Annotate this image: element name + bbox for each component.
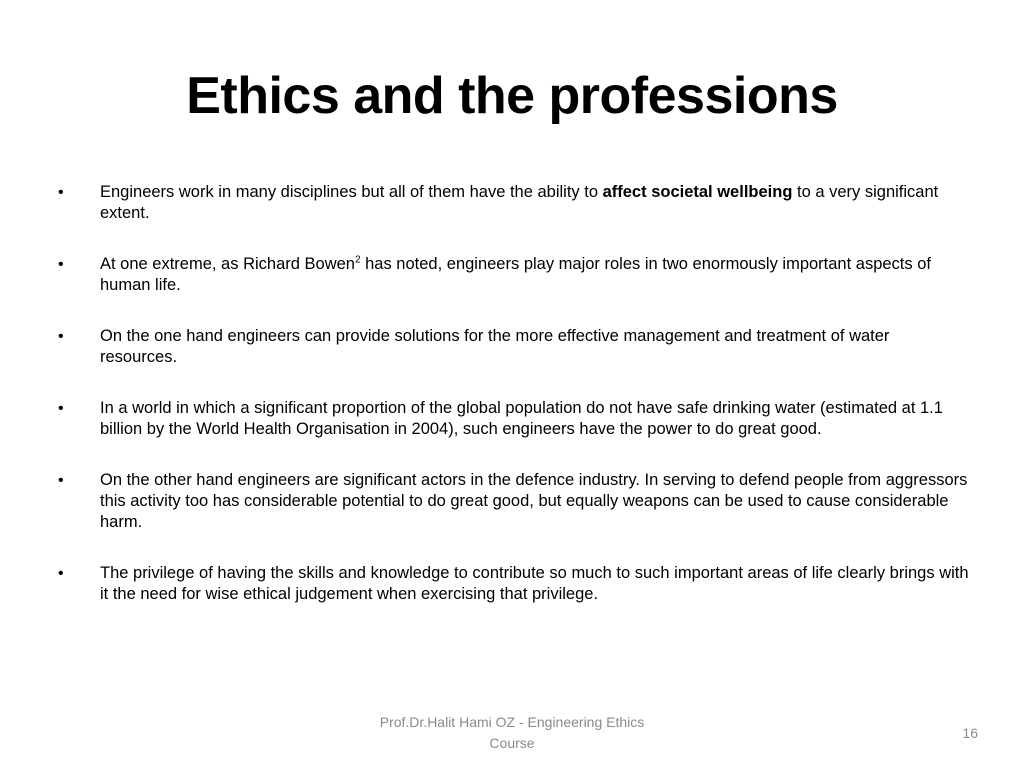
bullet-text: On the one hand engineers can provide solutions for the more effective management and treatment of water resources.: [100, 327, 890, 366]
bullet-text: In a world in which a significant proportion of the global population do not have safe drinking water (estimated at 1.1 billion by the World Health Organisation in 2004), such engineers have the power to do great good.: [100, 399, 943, 438]
bullet-text: The privilege of having the skills and knowledge to contribute so much to such important areas of life clearly brings with it the need for wise ethical judgement when exercising that privilege.: [100, 564, 969, 603]
slide-title: Ethics and the professions: [186, 67, 838, 125]
bullet-text-part: Engineers work in many disciplines but all of them have the ability to: [100, 183, 603, 201]
bullet-text: [100, 183, 938, 222]
bullet-dot-icon: •: [58, 472, 64, 489]
bullet-text: On the other hand engineers are significant actors in the defence industry. In serving to defend people from aggressors this activity too has considerable potential to do great good, but equally weapons can be used to cause considerable harm.: [100, 471, 968, 531]
bullet-bold-text: affect societal wellbeing: [602, 183, 793, 201]
bullet-dot-icon: •: [58, 256, 64, 273]
slide-footer: Prof.Dr.Halit Hami OZ - Engineering Ethics Course: [379, 714, 645, 751]
footnote-reference: 2: [354, 254, 361, 266]
bullet-item: [58, 326, 970, 368]
bullet-dot-icon: •: [58, 184, 64, 201]
bullet-item: [58, 182, 970, 224]
bullet-dot-icon: •: [58, 328, 64, 345]
bullet-item: [58, 254, 970, 296]
bullet-dot-icon: •: [58, 565, 64, 582]
bullet-list: [58, 182, 970, 635]
bullet-text-part: to a very significant extent.: [100, 183, 939, 222]
bullet-item: [58, 563, 970, 605]
bullet-item: [58, 470, 970, 533]
bullet-text: [100, 255, 931, 294]
bullet-dot-icon: •: [58, 400, 64, 417]
bullet-item: [58, 398, 970, 440]
bullet-text-part: has noted, engineers play major roles in two enormously important aspects of human life.: [100, 255, 931, 294]
page-number: 16: [962, 725, 978, 741]
bullet-text-part: At one extreme, as Richard Bowen: [100, 255, 355, 273]
